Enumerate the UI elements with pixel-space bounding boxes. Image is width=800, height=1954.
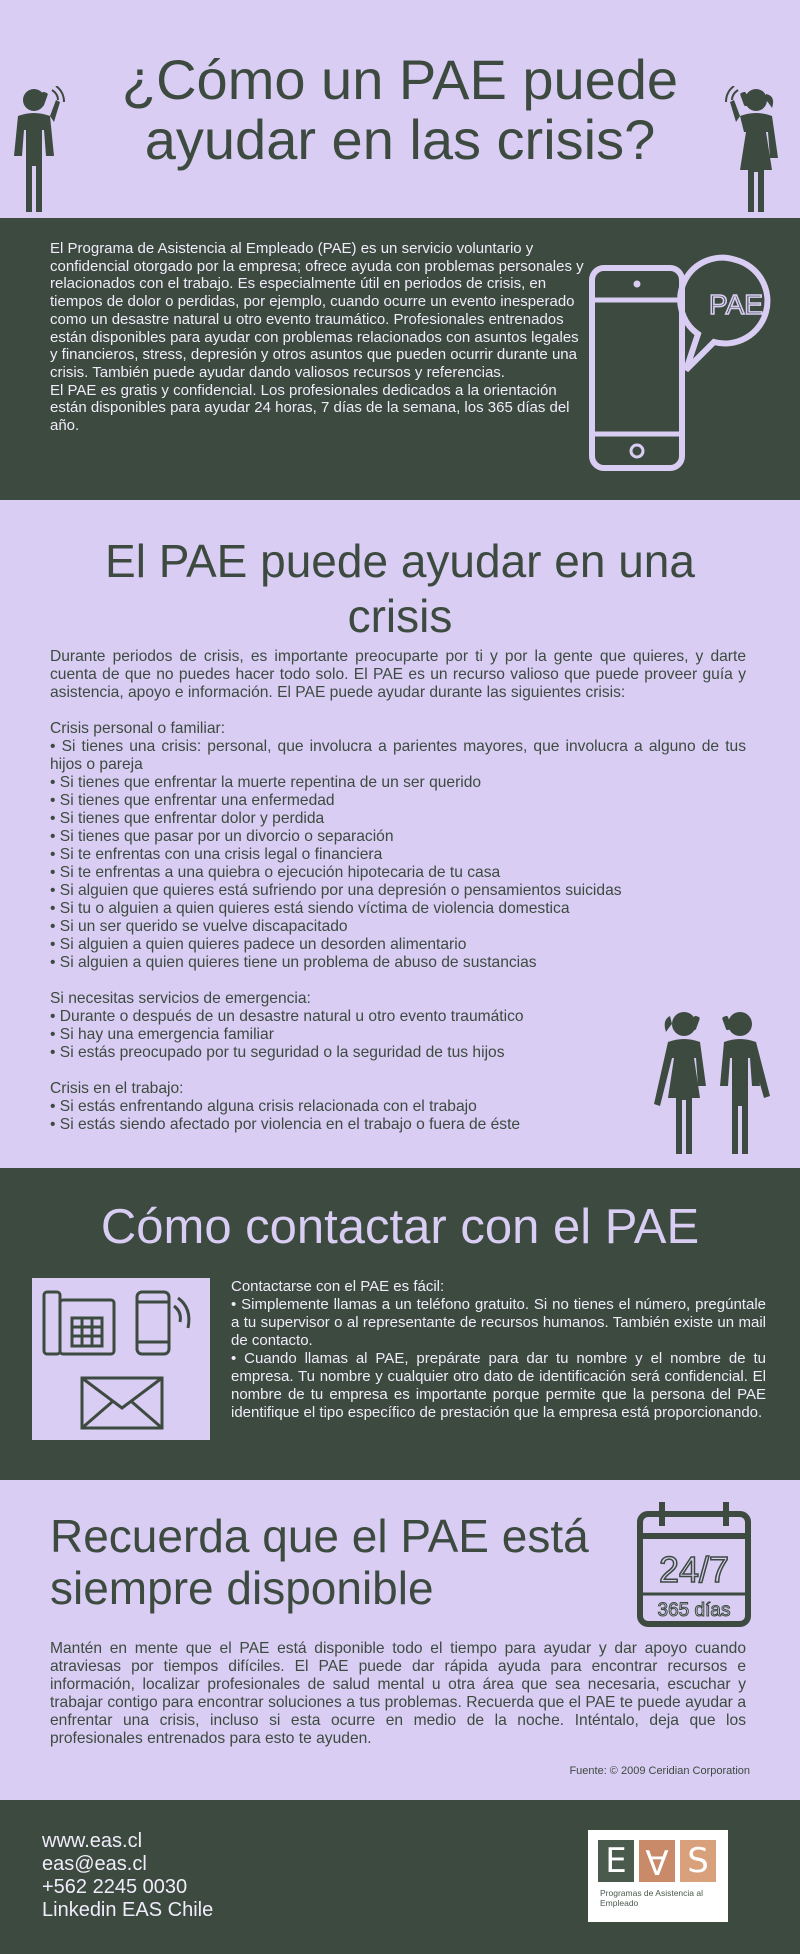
website-link[interactable]: www.eas.cl	[42, 1830, 143, 1852]
calendar-sub-text: 365 días	[657, 1600, 731, 1621]
group-label: Crisis personal o familiar:	[50, 720, 226, 737]
list-item: • Si hay una emergencia familiar	[50, 1026, 746, 1044]
list-item: • Si tienes que enfrentar una enfermedad	[50, 792, 746, 810]
list-item: • Si te enfrentas con una crisis legal o financiera	[50, 846, 746, 864]
list-item: • Si te enfrentas a una quiebra o ejecución hipotecaria de tu casa	[50, 864, 746, 882]
list-item: • Si estás enfrentando alguna crisis relacionada con el trabajo	[50, 1098, 746, 1116]
contact-title: Cómo contactar con el PAE	[100, 1200, 700, 1254]
group-label: Si necesitas servicios de emergencia:	[50, 990, 311, 1007]
contact-icons-box	[32, 1278, 210, 1440]
source-credit: Fuente: © 2009 Ceridian Corporation	[569, 1765, 750, 1777]
list-item: • Si estás preocupado por tu seguridad o la seguridad de tus hijos	[50, 1044, 746, 1062]
intro-section	[0, 218, 800, 500]
list-item: • Si tienes que enfrentar la muerte repentina de un ser querido	[50, 774, 746, 792]
group-list	[50, 738, 746, 972]
contact-item: • Simplemente llamas a un teléfono gratuito. Si no tienes el número, pregúntale a tu supervisor o al representante de recursos humanos. También existe un mail de contacto.	[231, 1296, 766, 1349]
list-item: • Si alguien a quien quieres tiene un problema de abuso de sustancias	[50, 954, 746, 972]
page-title: ¿Cómo un PAE puede ayudar en las crisis?	[121, 48, 679, 171]
contact-item: • Cuando llamas al PAE, prepárate para dar tu nombre y el nombre de tu empresa. Tu nombre y cualquier otro dato de identificación será confidencial. El nombre de tu empresa es importante porque permite que la persona del PAE identifique el tipo específico de prestación que la empresa está proporcionando.	[231, 1350, 766, 1421]
logo-letter-a	[639, 1840, 675, 1882]
logo-tagline: Programas de Asistencia al Empleado	[600, 1888, 703, 1908]
footer-section	[0, 1800, 800, 1954]
linkedin-link[interactable]: Linkedin EAS Chile	[42, 1899, 214, 1921]
calendar-24-7-icon	[636, 1498, 752, 1628]
list-item: • Si tienes que enfrentar dolor y perdida	[50, 810, 746, 828]
contact-lead: Contactarse con el PAE es fácil:	[231, 1278, 445, 1295]
logo-letter-a-inverted: A	[645, 1841, 669, 1881]
logo-letters	[598, 1840, 718, 1882]
list-item: • Si tu o alguien a quien quieres está siendo víctima de violencia domestica	[50, 900, 746, 918]
contact-text	[231, 1278, 766, 1422]
remember-section	[0, 1480, 800, 1800]
logo-letter-s: S	[680, 1840, 716, 1882]
crisis-intro: Durante periodos de crisis, es importante preocuparte por ti y por la gente que quieres, y darte cuenta de que no puedes hacer todo solo. El PAE es un recurso valioso que puede proveer guía y asistencia, apoyo e información. El PAE puede ayudar durante las siguientes crisis:	[50, 648, 746, 701]
list-item: • Si tienes una crisis: personal, que involucra a parientes mayores, que involucra a alguno de tus hijos o pareja	[50, 738, 746, 774]
contact-section	[0, 1168, 800, 1480]
email-link[interactable]: eas@eas.cl	[42, 1853, 147, 1875]
contact-item-text: Cuando llamas al PAE, prepárate para dar tu nombre y el nombre de tu empresa. Tu nombre y cualquier otro dato de identificación será confidencial. El nombre de tu empresa es importante porque permite que la persona del PAE identifique el tipo específico de prestación que la empresa está proporcionando.	[231, 1350, 766, 1421]
list-item: • Si alguien a quien quieres padece un desorden alimentario	[50, 936, 746, 954]
intro-text	[50, 240, 590, 435]
list-item: • Si un ser querido se vuelve discapacitado	[50, 918, 746, 936]
list-item: • Si alguien que quieres está sufriendo por una depresión o pensamientos suicidas	[50, 882, 746, 900]
woman-on-phone-right-icon	[716, 86, 786, 214]
header-section	[0, 0, 800, 218]
remember-title: Recuerda que el PAE está siempre disponible	[50, 1510, 589, 1614]
crisis-group-personal	[50, 720, 746, 972]
list-item: • Si estás siendo afectado por violencia en el trabajo o fuera de éste	[50, 1116, 746, 1134]
remember-body: Mantén en mente que el PAE está disponible todo el tiempo para ayudar y dar apoyo cuando atraviesas por tiempos difíciles. El PAE puede dar rápida ayuda para encontrar recursos e información, localizar profesionales de salud mental u otra área que sea necesaria, escuchar y trabajar contigo para encontrar soluciones a tus problemas. Recuerda que el PAE te puede ayudar a enfrentar una crisis, incluso si esta ocurre en medio de la noche. Inténtalo, deja que los profesionales entrenados para esto te ayuden.	[50, 1640, 746, 1747]
bubble-pae-text: PAE	[709, 289, 763, 320]
crisis-section	[0, 500, 800, 1168]
contact-item-text: Simplemente llamas a un teléfono gratuito. Si no tienes el número, pregúntale a tu supervisor o al representante de recursos humanos. También existe un mail de contacto.	[231, 1296, 766, 1349]
intro-paragraph: El PAE es gratis y confidencial. Los profesionales dedicados a la orientación están disponibles para ayudar 24 horas, 7 días de la semana, los 365 días del año.	[50, 381, 570, 435]
person-on-phone-left-icon	[8, 86, 68, 214]
phone-number: +562 2245 0030	[42, 1876, 188, 1898]
couple-on-phones-icon	[640, 1006, 784, 1156]
logo-letter-e: E	[598, 1840, 634, 1882]
intro-paragraph: El Programa de Asistencia al Empleado (PAE) es un servicio voluntario y confidencial otorgado por la empresa; ofrece ayuda con problemas personales y relacionados con el trabajo. Es especialmente útil en periodos de crisis, en tiempos de dolor o perdidas, por ejemplo, cuando ocurre un evento inesperado como un desastre natural u otro evento traumático. Profesionales entrenados están disponibles para ayudar con problemas relacionados con asuntos legales y financieros, stress, depresión y otros asuntos que pueden ocurrir durante una crisis. También puede ayudar dando valiosos recursos y referencias.	[50, 240, 584, 381]
eas-logo	[588, 1830, 728, 1922]
contact-icons	[32, 1278, 210, 1440]
phone-chat-icon	[586, 238, 786, 488]
group-label: Crisis en el trabajo:	[50, 1080, 184, 1097]
crisis-title: El PAE puede ayudar en una crisis	[105, 535, 695, 642]
list-item: • Durante o después de un desastre natural u otro evento traumático	[50, 1008, 746, 1026]
handset-icon	[44, 1292, 60, 1354]
footer-contacts	[42, 1830, 213, 1922]
calendar-main-text: 24/7	[658, 1549, 730, 1590]
list-item: • Si tienes que pasar por un divorcio o separación	[50, 828, 746, 846]
